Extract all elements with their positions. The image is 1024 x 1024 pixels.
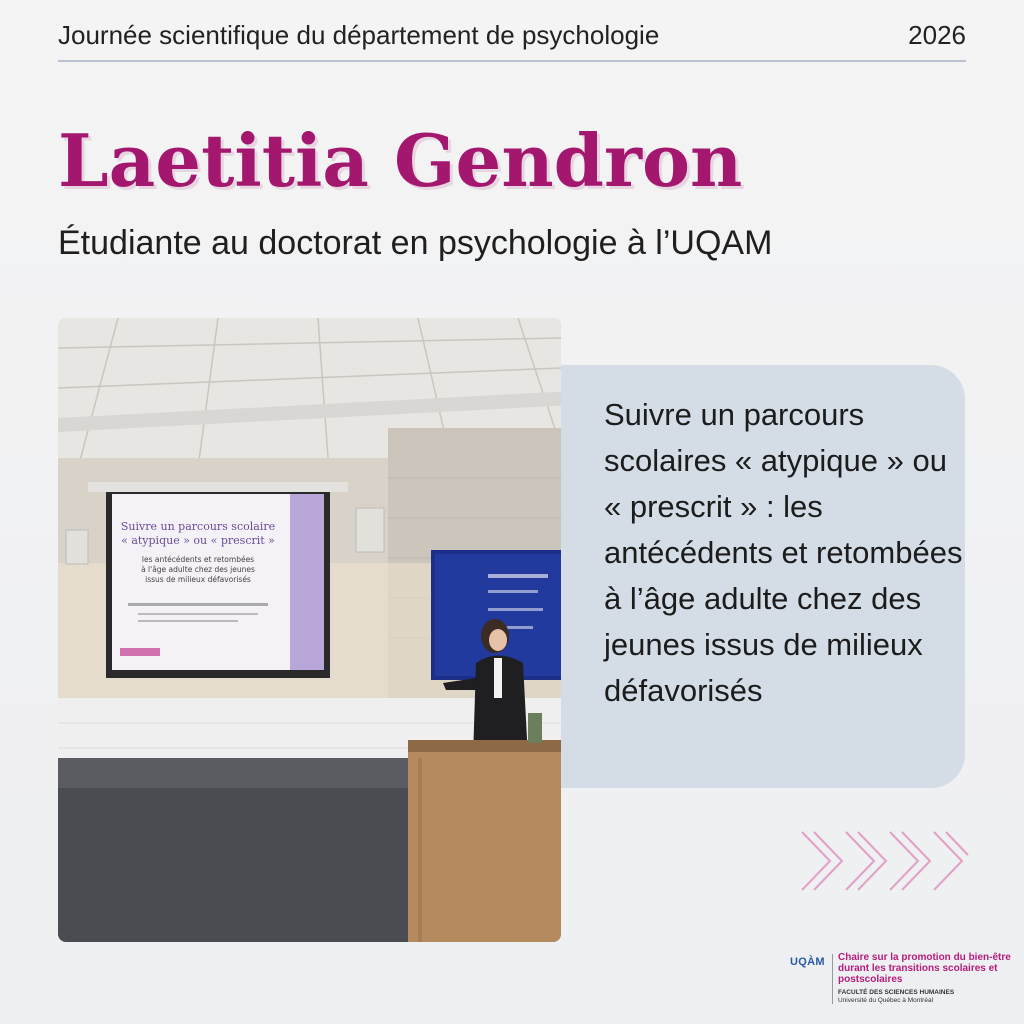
faculty-name: FACULTÉ DES SCIENCES HUMAINES xyxy=(838,989,955,996)
logo-divider xyxy=(832,954,833,1004)
event-title: Journée scientifique du département de psychologie xyxy=(58,20,660,50)
chevrons-decoration xyxy=(800,830,970,892)
chevron-icon xyxy=(846,832,886,890)
speaker-name: Laetitia Gendron xyxy=(58,118,743,203)
svg-text:Suivre un parcours scolaire: Suivre un parcours scolaire xyxy=(120,520,276,533)
chaire-name: Chaire sur la promotion du bien-être durant les transitions scolaires et postscolaires xyxy=(838,952,1011,985)
svg-text:issus de milieux défavorisés: issus de milieux défavorisés xyxy=(145,575,251,584)
header xyxy=(58,18,966,62)
classroom-illustration xyxy=(58,318,561,942)
uqam-logo: UQÀM xyxy=(790,956,825,968)
svg-text:les antécédents et retombées: les antécédents et retombées xyxy=(141,555,255,564)
speaker-role: Étudiante au doctorat en psychologie à l’UQAM xyxy=(58,224,773,262)
chaire-logo xyxy=(790,952,1010,1012)
chevron-icon xyxy=(890,832,930,890)
chevron-icon xyxy=(934,832,968,890)
presentation-photo xyxy=(58,318,561,942)
chevron-icon xyxy=(802,832,842,890)
event-year: 2026 xyxy=(908,20,966,50)
university-name: Université du Québec à Montréal xyxy=(838,997,934,1004)
svg-text:à l'âge adulte chez des jeunes: à l'âge adulte chez des jeunes xyxy=(141,565,255,574)
svg-text:« atypique » ou « prescrit »: « atypique » ou « prescrit » xyxy=(121,534,275,547)
presentation-topic: Suivre un parcours scolaires « atypique » ou « prescrit » : les antécédents et retombées à l’âge adulte chez des jeunes issus de milieux défavorisés xyxy=(604,397,963,708)
